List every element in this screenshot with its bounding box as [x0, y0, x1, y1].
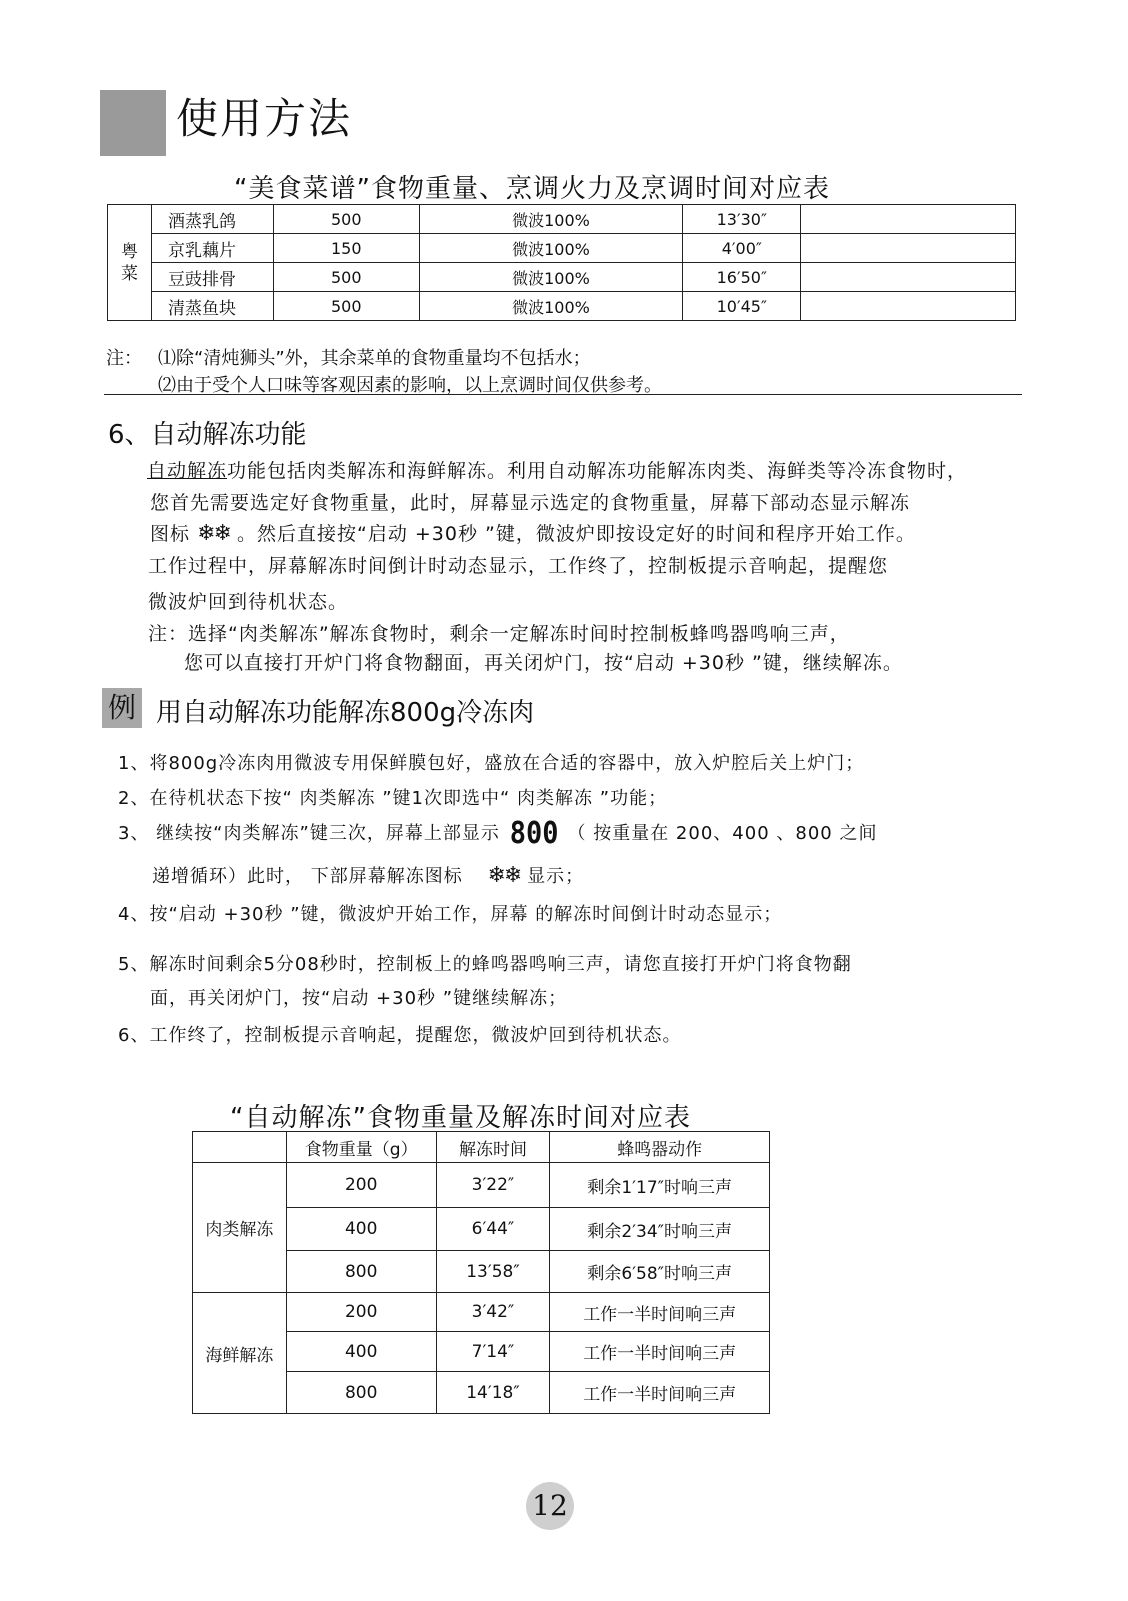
time-cell: 14′18″: [436, 1372, 550, 1414]
section-title: 6、自动解冻功能: [108, 420, 307, 450]
step-text: 递增循环）此时， 下部屏幕解冻图标: [152, 866, 463, 887]
table-row: [193, 1293, 770, 1332]
step-text: 3、 继续按“肉类解冻”键三次，屏幕上部显示: [118, 823, 500, 844]
page-title: 使用方法: [176, 94, 353, 143]
defrost-table-caption: “自动解冻”食物重量及解冻时间对应表: [230, 1103, 691, 1133]
example-title: 用自动解冻功能解冻800g冷冻肉: [156, 698, 535, 728]
weight-cell: 800: [286, 1251, 436, 1293]
recipe-name: 酒蒸乳鸽: [151, 205, 273, 234]
recipe-table-caption: “美食菜谱”食物重量、烹调火力及烹调时间对应表: [234, 174, 830, 204]
weight-cell: 400: [286, 1208, 436, 1251]
time-cell: 6′44″: [436, 1208, 550, 1251]
step-item: [118, 816, 878, 851]
paragraph-line: [147, 456, 967, 483]
snowflake-icon: ❄❄: [487, 863, 521, 888]
header-cell: 解冻时间: [436, 1132, 550, 1163]
recipe-power: 微波100%: [419, 292, 683, 321]
recipe-empty-cell: [801, 292, 1016, 321]
step-item: 1、将800g冷冻肉用微波专用保鲜膜包好，盛放在合适的容器中，放入炉腔后关上炉门；: [118, 753, 865, 774]
paragraph-text: 图标: [150, 523, 191, 545]
table-row: [108, 263, 1016, 292]
recipe-name: 清蒸鱼块: [151, 292, 273, 321]
recipe-table: [107, 204, 1016, 321]
recipe-weight: 500: [273, 205, 419, 234]
defrost-table: [192, 1131, 770, 1414]
step-item: 2、在待机状态下按“ 肉类解冻 ”键1次即选中“ 肉类解冻 ”功能；: [118, 788, 668, 809]
recipe-weight: 500: [273, 292, 419, 321]
lcd-display: 800: [509, 816, 559, 851]
table-row: [108, 234, 1016, 263]
group-label: 肉类解冻: [193, 1163, 287, 1293]
step-text: （ 按重量在 200、400 、800 之间: [567, 823, 878, 844]
step-text: 显示；: [527, 866, 585, 887]
recipe-power: 微波100%: [419, 263, 683, 292]
action-cell: 工作一半时间响三声: [550, 1332, 770, 1372]
weight-cell: 800: [286, 1372, 436, 1414]
recipe-name: 京乳藕片: [151, 234, 273, 263]
recipe-group-cell: [108, 205, 152, 321]
section-header-block: [100, 90, 166, 156]
underlined-term: 自动解冻: [147, 460, 228, 482]
time-cell: 13′58″: [436, 1251, 550, 1293]
note-line-2: ⑵由于受个人口味等客观因素的影响，以上烹调时间仅供参考。: [158, 375, 662, 396]
note-line-1: ⑴除“清炖狮头”外，其余菜单的食物重量均不包括水；: [158, 348, 591, 369]
recipe-empty-cell: [801, 234, 1016, 263]
recipe-time: 10′45″: [683, 292, 801, 321]
time-cell: 3′22″: [436, 1163, 550, 1208]
weight-cell: 200: [286, 1293, 436, 1332]
paragraph-line: 您首先需要选定好食物重量，此时，屏幕显示选定的食物重量，屏幕下部动态显示解冻: [150, 492, 911, 514]
recipe-weight: 150: [273, 234, 419, 263]
paragraph-text: 功能包括肉类解冻和海鲜解冻。利用自动解冻功能解冻肉类、海鲜类等冷冻食物时，: [227, 460, 968, 482]
weight-cell: 400: [286, 1332, 436, 1372]
paragraph-line: 微波炉回到待机状态。: [148, 591, 349, 613]
group-label: 海鲜解冻: [193, 1293, 287, 1414]
header-cell: [193, 1132, 287, 1163]
recipe-group-label: 粤菜: [120, 241, 138, 284]
recipe-time: 16′50″: [683, 263, 801, 292]
recipe-time: 13′30″: [683, 205, 801, 234]
header-cell: 食物重量（g）: [286, 1132, 436, 1163]
recipe-time: 4′00″: [683, 234, 801, 263]
action-cell: 剩余1′17″时响三声: [550, 1163, 770, 1208]
paragraph-line: 工作过程中，屏幕解冻时间倒计时动态显示，工作终了，控制板提示音响起，提醒您: [148, 555, 889, 577]
divider: [104, 394, 1022, 395]
time-cell: 3′42″: [436, 1293, 550, 1332]
section-note: 注：选择“肉类解冻”解冻食物时，剩余一定解冻时间时控制板蜂鸣器鸣响三声，: [148, 623, 850, 645]
weight-cell: 200: [286, 1163, 436, 1208]
step-item: 4、按“启动 +30秒 ”键，微波炉开始工作，屏幕 的解冻时间倒计时动态显示；: [118, 904, 783, 925]
table-row: [108, 292, 1016, 321]
page-number: 12: [526, 1482, 574, 1530]
step-item: 5、解冻时间剩余5分08秒时，控制板上的蜂鸣器鸣响三声，请您直接打开炉门将食物翻: [118, 954, 852, 975]
paragraph-line: [150, 519, 916, 546]
table-row: [193, 1163, 770, 1208]
paragraph-text: 。然后直接按“启动 +30秒 ”键，微波炉即按设定好的时间和程序开始工作。: [236, 523, 916, 545]
notes-prefix: 注：: [106, 348, 142, 369]
recipe-power: 微波100%: [419, 205, 683, 234]
section-note: 您可以直接打开炉门将食物翻面，再关闭炉门，按“启动 +30秒 ”键，继续解冻。: [184, 652, 903, 674]
example-badge: 例: [102, 688, 142, 728]
action-cell: 工作一半时间响三声: [550, 1293, 770, 1332]
table-row: [108, 205, 1016, 234]
step-item: [152, 862, 584, 888]
snowflake-icon: ❄❄: [197, 521, 230, 546]
time-cell: 7′14″: [436, 1332, 550, 1372]
step-item: 6、工作终了，控制板提示音响起，提醒您，微波炉回到待机状态。: [118, 1025, 682, 1046]
recipe-empty-cell: [801, 205, 1016, 234]
action-cell: 剩余6′58″时响三声: [550, 1251, 770, 1293]
header-cell: 蜂鸣器动作: [550, 1132, 770, 1163]
table-header-row: [193, 1132, 770, 1163]
action-cell: 工作一半时间响三声: [550, 1372, 770, 1414]
recipe-empty-cell: [801, 263, 1016, 292]
recipe-weight: 500: [273, 263, 419, 292]
action-cell: 剩余2′34″时响三声: [550, 1208, 770, 1251]
recipe-power: 微波100%: [419, 234, 683, 263]
recipe-name: 豆豉排骨: [151, 263, 273, 292]
step-item: 面，再关闭炉门，按“启动 +30秒 ”键继续解冻；: [150, 988, 568, 1009]
